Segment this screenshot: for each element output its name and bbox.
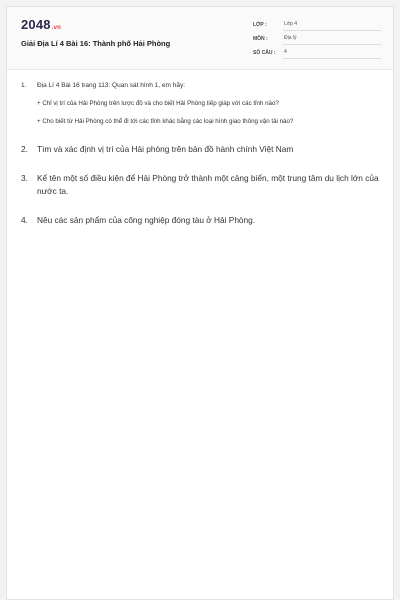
logo-suffix: .vn [51,25,62,31]
page-title: Giải Địa Lí 4 Bài 16: Thành phố Hải Phòng [21,39,171,48]
worksheet [6,6,394,600]
meta-label: SỐ CÂU : [253,50,276,56]
question-item [21,172,381,198]
meta-row-count [253,46,381,60]
question-text: Nêu các sản phẩm của công nghiệp đóng tàu ở Hải Phòng. [37,215,256,225]
meta-value: Lớp 4 [283,19,381,31]
meta-label: MÔN : [253,36,268,42]
question-number: 3. [21,173,28,183]
question-number: 2. [21,144,28,154]
question-number: 4. [21,215,28,225]
question-item [21,214,381,227]
question-text: Tìm và xác định vị trí của Hải phòng trên bản đồ hành chính Việt Nam [37,144,294,154]
sub-question: + Chỉ vị trí của Hải Phòng trên lược đồ và cho biết Hải Phòng tiếp giáp với các tỉnh nào? [37,100,279,107]
question-number: 1. [21,82,27,89]
meta-row-class [253,18,381,32]
site-logo[interactable] [21,17,61,32]
question-list [21,81,381,227]
question-line [21,81,381,91]
meta-label: LỚP : [253,22,267,28]
meta-value: Địa lý [283,33,381,45]
worksheet-header [7,7,393,70]
question-item [21,81,381,127]
question-text: Kể tên một số điều kiện để Hải Phòng trở thành một cảng biển, một trung tâm du lịch lớn của nước ta. [37,173,379,196]
question-text: Địa Lí 4 Bài 16 trang 113: Quan sát hình 1, em hãy: [37,82,186,89]
question-item [21,143,381,156]
meta-row-subject [253,32,381,46]
meta-value: 4 [283,47,381,59]
sub-question: + Cho biết từ Hải Phòng có thể đi tới các tỉnh khác bằng các loại hình giao thông vận tải nào? [37,118,294,125]
meta-table [253,18,381,60]
logo-text: 2048 [21,17,51,32]
